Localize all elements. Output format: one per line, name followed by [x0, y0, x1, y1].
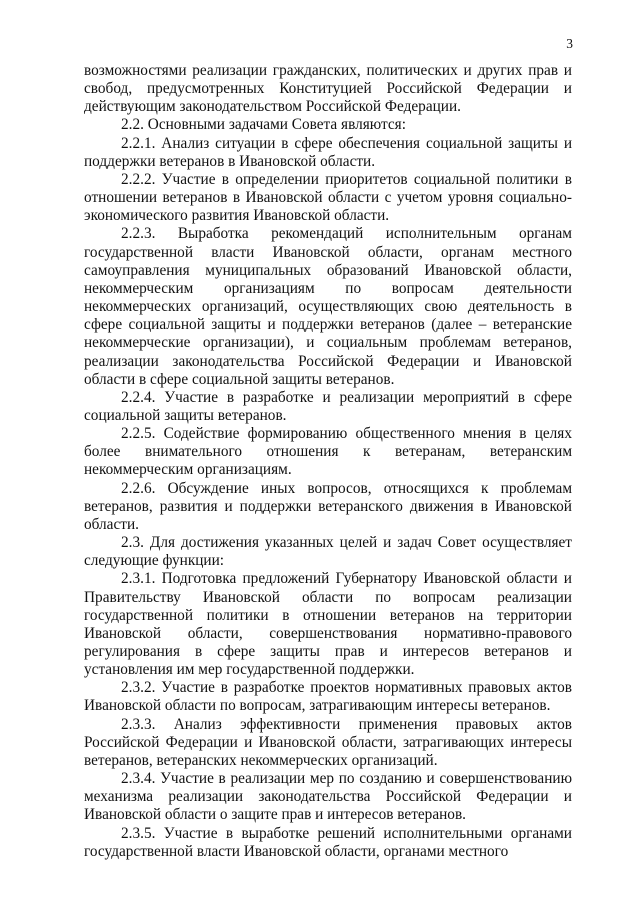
- paragraph-2-2: 2.2. Основными задачами Совета являются:: [121, 116, 406, 134]
- paragraph-2-3-2: 2.3.2. Участие в разработке проектов нормативных правовых актов Ивановской области по вопросам, затрагивающим интересы ветеранов.: [84, 679, 572, 715]
- paragraph-2-2-4: 2.2.4. Участие в разработке и реализации мероприятий в сфере социальной защиты ветеранов.: [84, 388, 572, 424]
- paragraph-2-2-3: 2.2.3. Выработка рекомендаций исполнительным органам государственной власти Ивановской области, органам местного самоуправления муниципальных образований Ивановской области, некоммерческим организациям по вопросам деятельности некоммерческих организаций, осуществляющих свою деятельность в сфере социальной защиты и поддержки ветеранов (далее – ветеранские некоммерческие организации), и социальным проблемам ветеранов, реализации законодательства Российской Федерации и Ивановской области в сфере социальной защиты ветеранов.: [84, 225, 572, 388]
- paragraph-2-3-4: 2.3.4. Участие в реализации мер по созданию и совершенствованию механизма реализации законодательства Российской Федерации и Ивановской области о защите прав и интересов ветеранов.: [84, 770, 572, 824]
- page-number: 3: [566, 36, 573, 51]
- paragraph-2-3-5: 2.3.5. Участие в выработке решений исполнительными органами государственной власти Ивановской области, органами местного: [84, 824, 572, 860]
- paragraph-2-3-1: 2.3.1. Подготовка предложений Губернатору Ивановской области и Правительству Ивановской области по вопросам реализации государственной политики в отношении ветеранов на территории Ивановской области, совершенствования нормативно-правового регулирования в сфере защиты прав и интересов ветеранов и установления им мер государственной поддержки.: [84, 570, 572, 679]
- document-body: [84, 62, 572, 861]
- paragraph-2-2-5: 2.2.5. Содействие формированию общественного мнения в целях более внимательного отношения к ветеранам, ветеранским некоммерческим организациям.: [84, 425, 572, 479]
- paragraph-2-3: 2.3. Для достижения указанных целей и задач Совет осуществляет следующие функции:: [84, 534, 572, 570]
- paragraph-2-2-1: 2.2.1. Анализ ситуации в сфере обеспечения социальной защиты и поддержки ветеранов в Ивановской области.: [84, 134, 572, 170]
- paragraph-2-2-6: 2.2.6. Обсуждение иных вопросов, относящихся к проблемам ветеранов, развития и поддержки ветеранского движения в Ивановской области.: [84, 479, 572, 533]
- paragraph-continuation: возможностями реализации гражданских, политических и других прав и свобод, предусмотренных Конституцией Российской Федерации и действующим законодательством Российской Федерации.: [84, 62, 572, 116]
- paragraph-2-2-2: 2.2.2. Участие в определении приоритетов социальной политики в отношении ветеранов в Ивановской области с учетом уровня социально-экономического развития Ивановской области.: [84, 170, 572, 225]
- paragraph-2-3-3: 2.3.3. Анализ эффективности применения правовых актов Российской Федерации и Ивановской области, затрагивающих интересы ветеранов, ветеранских некоммерческих организаций.: [84, 715, 572, 769]
